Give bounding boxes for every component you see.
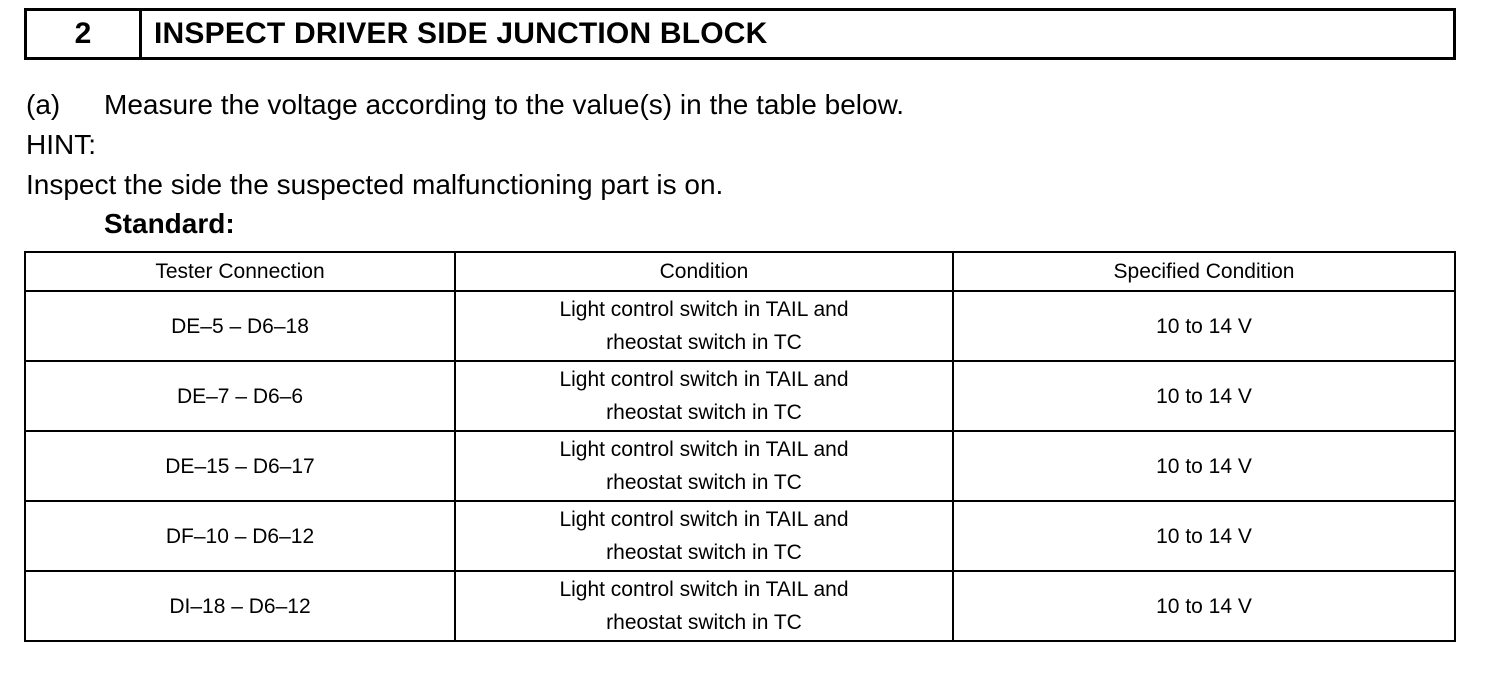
condition-line: Light control switch in TAIL and [559, 298, 849, 321]
condition-line: Light control switch in TAIL and [559, 368, 849, 391]
hint-text: Inspect the side the suspected malfunctioning part is on. [26, 169, 724, 200]
table-row [25, 361, 1455, 431]
table-row [25, 291, 1455, 361]
standard-table [24, 251, 1456, 642]
column-header-tester-connection: Tester Connection [25, 252, 455, 291]
specified-condition-cell: 10 to 14 V [953, 571, 1455, 641]
condition-cell [455, 501, 953, 571]
condition-line: rheostat switch in TC [606, 541, 802, 564]
tester-connection-cell: DI–18 – D6–12 [25, 571, 455, 641]
column-header-condition: Condition [455, 252, 953, 291]
condition-line: Light control switch in TAIL and [559, 438, 849, 461]
specified-condition-cell: 10 to 14 V [953, 431, 1455, 501]
table-header-row [25, 252, 1455, 291]
table-row [25, 501, 1455, 571]
standard-label: Standard: [104, 208, 235, 239]
step-a-instruction: Measure the voltage according to the value(s) in the table below. [104, 89, 905, 120]
specified-condition-cell: 10 to 14 V [953, 291, 1455, 361]
step-number: 2 [27, 11, 142, 57]
hint-label: HINT: [26, 129, 96, 160]
condition-cell [455, 571, 953, 641]
specified-condition-cell: 10 to 14 V [953, 501, 1455, 571]
step-title: INSPECT DRIVER SIDE JUNCTION BLOCK [154, 17, 768, 50]
condition-cell [455, 361, 953, 431]
condition-line: rheostat switch in TC [606, 331, 802, 354]
tester-connection-cell: DF–10 – D6–12 [25, 501, 455, 571]
condition-line: rheostat switch in TC [606, 611, 802, 634]
specified-condition-cell: 10 to 14 V [953, 361, 1455, 431]
condition-cell [455, 291, 953, 361]
table-row [25, 431, 1455, 501]
tester-connection-cell: DE–15 – D6–17 [25, 431, 455, 501]
table-row [25, 571, 1455, 641]
condition-line: Light control switch in TAIL and [559, 578, 849, 601]
column-header-specified-condition: Specified Condition [953, 252, 1455, 291]
tester-connection-cell: DE–7 – D6–6 [25, 361, 455, 431]
tester-connection-cell: DE–5 – D6–18 [25, 291, 455, 361]
step-a-label: (a) [26, 89, 61, 120]
step-header [24, 8, 1456, 60]
condition-cell [455, 431, 953, 501]
condition-line: rheostat switch in TC [606, 471, 802, 494]
condition-line: Light control switch in TAIL and [559, 508, 849, 531]
condition-line: rheostat switch in TC [606, 401, 802, 424]
